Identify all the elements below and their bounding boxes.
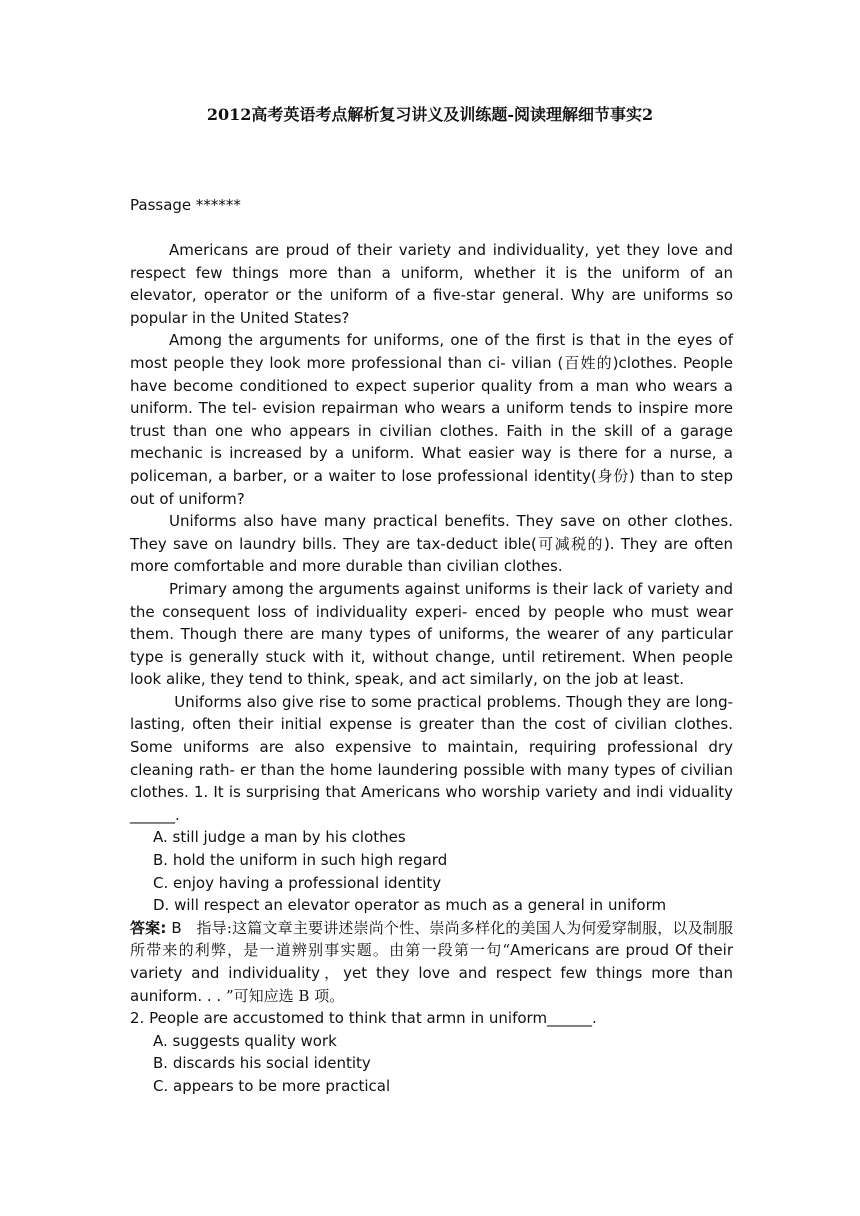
passage-label: Passage ****** <box>130 196 241 214</box>
q1-option-c: C. enjoy having a professional identity <box>153 873 442 892</box>
guide-conclusion: ”可知应选 B 项。 <box>225 986 345 1005</box>
gloss-chinese: 可减税的 <box>536 534 604 553</box>
question-2: 2. People are accustomed to think that armn in uniform______. <box>130 1009 597 1028</box>
paragraph-text: Uniforms also give rise to some practical problems. Though they are long-lasting, often their initial expense is greater than the cost of civilian clothes. Some uniforms are also expensive to maintain, requiring professional dry cleaning rath- er than the home laundering possible with many types of civilian clothes. 1. It is surprising that Americans who worship variety and indi viduality ______. <box>130 692 733 824</box>
paragraph-text: )clothes. People have become conditioned to expect superior quality from a man who wears a uniform. The tel- evision repairman who wears a uniform tends to inspire more trust than one who appears in civilian clothes. Faith in the skill of a garage mechanic is increased by a uniform. What easier way is there for a nurse, a policeman, a barber, or a waiter to lose professional identity( <box>130 353 734 485</box>
paragraph-2 <box>130 329 733 510</box>
paragraph-text: Uniforms also have many practical benefits. They save on other clothes. They save on laundry bills. They are tax-deduct ible( <box>130 512 733 553</box>
document-title: 2012高考英语考点解析复习讲义及训练题-阅读理解细节事实2 <box>206 105 654 124</box>
guide-text: 这篇文章主要讲述崇尚个性、崇尚多样化的美国人为何爱穿制服，以及制服所带来的利弊，是一道辨别事实题。由第一段第一句“ <box>130 918 733 960</box>
paragraph-5 <box>130 691 733 827</box>
passage-body <box>130 239 733 1098</box>
paragraph-text: ). They are often more comfortable and more durable than civilian clothes. <box>130 534 733 576</box>
gloss-chinese: 百姓的 <box>563 353 613 372</box>
paragraph-3 <box>130 510 733 578</box>
q2-option-b: B. discards his social identity <box>153 1054 371 1073</box>
paragraph-1 <box>130 239 733 329</box>
q2-option-a: A. suggests quality work <box>153 1031 337 1050</box>
q2-option-c: C. appears to be more practical <box>153 1076 391 1095</box>
q1-option-b: B. hold the uniform in such high regard <box>153 851 448 870</box>
paragraph-text: Primary among the arguments against uniforms is their lack of variety and the consequent loss of individuality experi- enced by people who must wear them. Though there are many types of uniforms, the wearer of any particular type is generally stuck with it, without change, until retirement. When people look alike, they tend to think, speak, and act similarly, on the job at least. <box>130 579 733 689</box>
paragraph-text: Americans are proud of their variety and individuality, yet they love and respect few things more than a uniform, whether it is the uniform of an elevator, operator or the uniform of a five-star general. Why are uniforms so popular in the United States? <box>130 241 733 327</box>
paragraph-4 <box>130 578 733 691</box>
guide-label: 指导: <box>181 918 232 937</box>
paragraph-text: ) than to step out of uniform? <box>130 466 733 508</box>
q1-option-d: D. will respect an elevator operator as much as a general in uniform <box>153 896 667 915</box>
answer-1 <box>130 917 733 1007</box>
answer-label: 答案: <box>130 918 167 937</box>
guide-quote: Americans are proud Of their variety and individuality，yet they love and respect few things more than auniform. . . <box>130 941 733 1005</box>
gloss-chinese: 身份 <box>596 466 630 485</box>
paragraph-text: Among the arguments for uniforms, one of the first is that in the eyes of most people they look more professional than ci- vilian ( <box>130 331 733 372</box>
q1-option-a: A. still judge a man by his clothes <box>153 828 406 847</box>
answer-choice: B <box>166 918 182 937</box>
